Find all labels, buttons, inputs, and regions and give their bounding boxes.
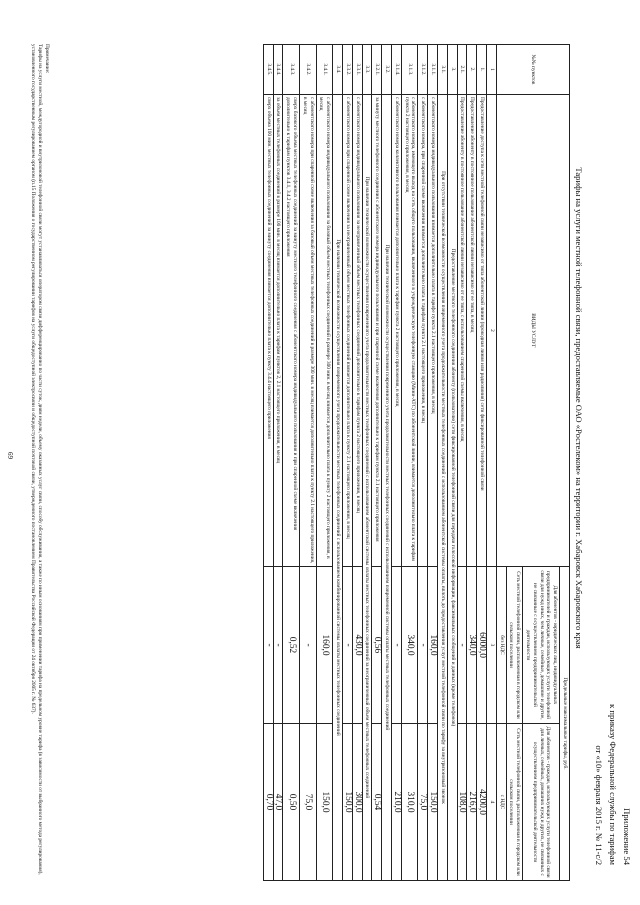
tariff-legal: 160,0 [428, 567, 438, 724]
tariff-citizens: 216,0 [467, 724, 477, 881]
row-number: 3.1.1. [428, 45, 438, 95]
tariff-citizens: 0,54 [372, 724, 382, 881]
table-row [372, 45, 382, 881]
section-title: Предоставление местного телефонного соединения абоненту (пользователю) сети фиксированной телефонной связи для передачи голосовой информации, факсимильных сообщений и данных (кроме телефонов) [447, 95, 457, 881]
order-reference: к приказу Федеральной службы по тарифам [608, 704, 618, 865]
notes-block [30, 44, 50, 882]
row-number: 2. [467, 45, 477, 95]
service-name: Предоставление абоненту в постоянное пользование абонентской линии независимо от ее типа, с использованием спаренной схемы включения, в месяц [457, 95, 467, 567]
row-number: 3.2.1. [372, 45, 382, 95]
table-row [283, 45, 300, 881]
row-number: 3.4.3. [283, 45, 300, 95]
row-number: 3.4.1. [316, 45, 333, 95]
service-name: с абонентского номера, при спаренной схеме включения взимается дополнительно плата к тарифам пункта 2.1 настоящего приложения, в месяц [418, 95, 428, 567]
column-header-tariffs: Предельные максимальные тарифы, руб. [560, 567, 570, 881]
table-row [273, 45, 283, 881]
column-number: 1 [487, 45, 497, 95]
row-number: 3.4.4. [273, 45, 283, 95]
table-row [477, 45, 487, 881]
order-date: от «10» февраля 2015 г. № 11-с/2 [594, 745, 604, 865]
section-title: При наличии технической возможности осуществления повременного учета продолжительности местных телефонных соединений с использованием абонентской системы оплаты местных телефонных соединений за неограниченный объем местных телефонных соединений [362, 95, 372, 881]
row-number: 3.1.4. [392, 45, 402, 95]
table-row [428, 45, 438, 881]
section-row [447, 45, 457, 881]
tariff-citizens: 150,0 [316, 724, 333, 881]
section-title: При отсутствии технической возможности осуществления повременного учета продолжительности местных телефонных соединений с использованием абонентской системы оплаты, вплоть до предоставления услуг местной телефонной связи по тарифу за внутризоновый звонок [438, 95, 448, 881]
service-name: с абонентского номера коллективного пользования взимается дополнительно плата к тарифам пункта 2 настоящего приложения, в месяц [392, 95, 402, 567]
service-name: с абонентского номера индивидуального пользования за неограниченный объем местных телефонных соединений дополнительно к тарифам пункта 2 настоящего приложения, в месяц [352, 95, 362, 567]
table-row [418, 45, 428, 881]
subheader-network-legal: Сеть местной телефонной связи, расположенная в городском или сельском поселении [506, 567, 523, 724]
row-number: 3.3.2. [343, 45, 353, 95]
row-number: 3.2. [382, 45, 392, 95]
table-row [316, 45, 333, 881]
tariffs-table [263, 44, 570, 881]
tariff-legal: 340,0 [467, 567, 477, 724]
row-number: 3.1.3. [401, 45, 418, 95]
section-row [382, 45, 392, 881]
row-number: 3.4.5. [263, 45, 273, 95]
column-number: 3 [487, 567, 497, 724]
tariff-citizens: 0,50 [283, 724, 300, 881]
service-name: сверх объема 100 мин. местных телефонных соединений за минуту соединения взимается дополнительно плата к пункту 3.4.4 настоящего приложения [263, 95, 273, 567]
tariff-citizens: 300,0 [352, 724, 362, 881]
tariff-citizens: 150,0 [428, 724, 438, 881]
row-number: 3.3.1. [352, 45, 362, 95]
row-number: 3.4.2. [300, 45, 317, 95]
table-row [401, 45, 418, 881]
service-name: с абонентского номера, имеющего выход на сеть общего пользования, включенного в учрежденческую телефонную станцию (Мини-АТС) по абонентской линии, взимается дополнительно плата к тарифам пункта 2 настоящего приложения, в месяц [401, 95, 418, 567]
page-number: 69 [6, 452, 14, 459]
tariff-legal: - [273, 567, 283, 724]
tariff-citizens: 75,0 [418, 724, 428, 881]
service-name: сверх базового объема местных телефонных соединений за минуту местного телефонного соединения с абонентского номера индивидуального пользования и при спаренной схеме включения дополнительно к тарифам пунктов 3.4.1, 3.4.2 настоящего приложения [283, 95, 300, 567]
notes-title: Примечание: [44, 44, 50, 74]
tariff-citizens: 75,0 [300, 724, 317, 881]
service-name: с абонентского номера при спаренной схеме включения за базовый объем местных телефонных соединений в размере 300 мин. в месяц взимается дополнительно плата к пункту 2.1 настоящего приложения, в месяц [300, 95, 317, 567]
tariff-legal: 0,56 [372, 567, 382, 724]
row-number: 3.3. [362, 45, 372, 95]
notes-text: Тарифы на услуги местной, междугородной и внутризоновой телефонной связи могут устанавливаться оператором связи дифференцированно по части суток, дням недели, объему оказанных услуг связи, способу обслуживания, а также по иным основаниям при применении тарифа на предельном уровне тарифа (в зависимости от выбранного метода регулирования), установленного государственным регулированием органом (п.15 Положения о государственном регулировании тарифов на услуги общедоступной электросвязи и общедоступной почтовой связи, утвержденного постановлением Правительства Российской Федерации от 24 октября 2005 г. № 637). [30, 44, 44, 875]
row-number: 3. [447, 45, 457, 95]
tariff-citizens: 0,70 [263, 724, 273, 881]
tariff-citizens: 310,0 [401, 724, 418, 881]
section-row [333, 45, 343, 881]
service-name: с абонентского номера индивидуального пользования за базовый объем местных телефонных соединений в размере 300 мин. в месяц взимается дополнительно плата к пункту 2 настоящего приложения, в месяц [316, 95, 333, 567]
tariff-citizens: 108,0 [457, 724, 467, 881]
tariff-legal: - [343, 567, 353, 724]
tariff-citizens: 210,0 [392, 724, 402, 881]
tariff-legal: 430,0 [352, 567, 362, 724]
table-row [263, 45, 273, 881]
vat-label-citizens: с НДС [496, 724, 506, 881]
subheader-legal: Для абонентов - юридических лиц, индивидуальных предпринимателей и граждан, использующих услуги телефонной связи для нужд иных, чем личные, семейные, домашние и другие, не связанные с осуществлением предпринимательской деятельности [523, 567, 560, 724]
row-number: 1. [477, 45, 487, 95]
row-number: 3.1.2. [418, 45, 428, 95]
tariff-citizens: 4200,0 [477, 724, 487, 881]
section-title: При наличии технической возможности осуществления повременного учета продолжительности местных телефонных соединений с использованием повременной системы оплаты местных телефонных соединений [382, 95, 392, 881]
tariff-legal: - [457, 567, 467, 724]
subheader-network-citizens: Сеть местной телефонной связи, расположенная в городском или сельском поселении [506, 724, 523, 881]
service-name: за минуту местного телефонного соединения с абонентского номера индивидуального пользования и при спаренной схеме включения дополнительно к тарифам пункта 2.1 настоящего приложения [372, 95, 382, 567]
subheader-citizens: Для абонентов - граждан, использующих услуги телефонной связи для личных, семейных, домашних нужд и других, не связанных с осуществлением предпринимательской деятельности [523, 724, 560, 881]
column-number: 4 [487, 724, 497, 881]
document-title: Тарифы на услуги местной телефонной связи, предоставляемые ОАО «Ростелеком» на территории г. Хабаровск Хабаровского края [574, 167, 584, 649]
tariff-legal: 6000,0 [477, 567, 487, 724]
section-row [362, 45, 372, 881]
table-row [343, 45, 353, 881]
appendix-number: Приложение 54 [622, 808, 632, 865]
column-header-number: №№ пунктов [496, 45, 569, 95]
service-name: Предоставление абоненту в постоянное пользование абонентской линии независимо от ее типа, в месяц [467, 95, 477, 567]
service-name: за объем местных телефонных соединений в размере 100 мин. в месяц взимается дополнительно плата к тарифам пунктов 2, 2.1 настоящего приложения, в месяц [273, 95, 283, 567]
table-row [467, 45, 477, 881]
column-number: 2 [487, 95, 497, 567]
tariff-legal: 340,0 [401, 567, 418, 724]
tariff-legal: - [300, 567, 317, 724]
section-row [438, 45, 448, 881]
column-header-services: ВИДЫ УСЛУГ [496, 95, 569, 567]
tariff-legal: - [263, 567, 273, 724]
table-row [392, 45, 402, 881]
table-row [457, 45, 467, 881]
row-number: 3.4. [333, 45, 343, 95]
tariff-citizens: 150,0 [343, 724, 353, 881]
row-number: 2.1. [457, 45, 467, 95]
tariff-legal: - [418, 567, 428, 724]
service-name: Предоставление доступа к сети местной телефонной связи независимо от типа абонентской линии (проводная линия или радиолиния) сети фиксированной телефонной связи [477, 95, 487, 567]
tariff-legal: - [392, 567, 402, 724]
tariff-legal: 160,0 [316, 567, 333, 724]
tariff-citizens: 47,0 [273, 724, 283, 881]
tariff-legal: 0,52 [283, 567, 300, 724]
section-title: При наличии технической возможности осуществления повременного учета продолжительности местных телефонных соединений с использованием комбинированной системы оплаты местных телефонных соединений [333, 95, 343, 881]
table-row [352, 45, 362, 881]
service-name: с абонентского номера при спаренной схеме включения за неограниченный объем местных телефонных соединений взимается дополнительно плата к пункту 2.1 настоящего приложения, в месяц [343, 95, 353, 567]
row-number: 3.1. [438, 45, 448, 95]
document-header [592, 625, 634, 865]
vat-label-legal: без НДС [496, 567, 506, 724]
table-row [300, 45, 317, 881]
service-name: с абонентского номера индивидуального пользования взимается дополнительно плата в тарифе пункта 2.1 настоящего приложения, в месяц [428, 95, 438, 567]
